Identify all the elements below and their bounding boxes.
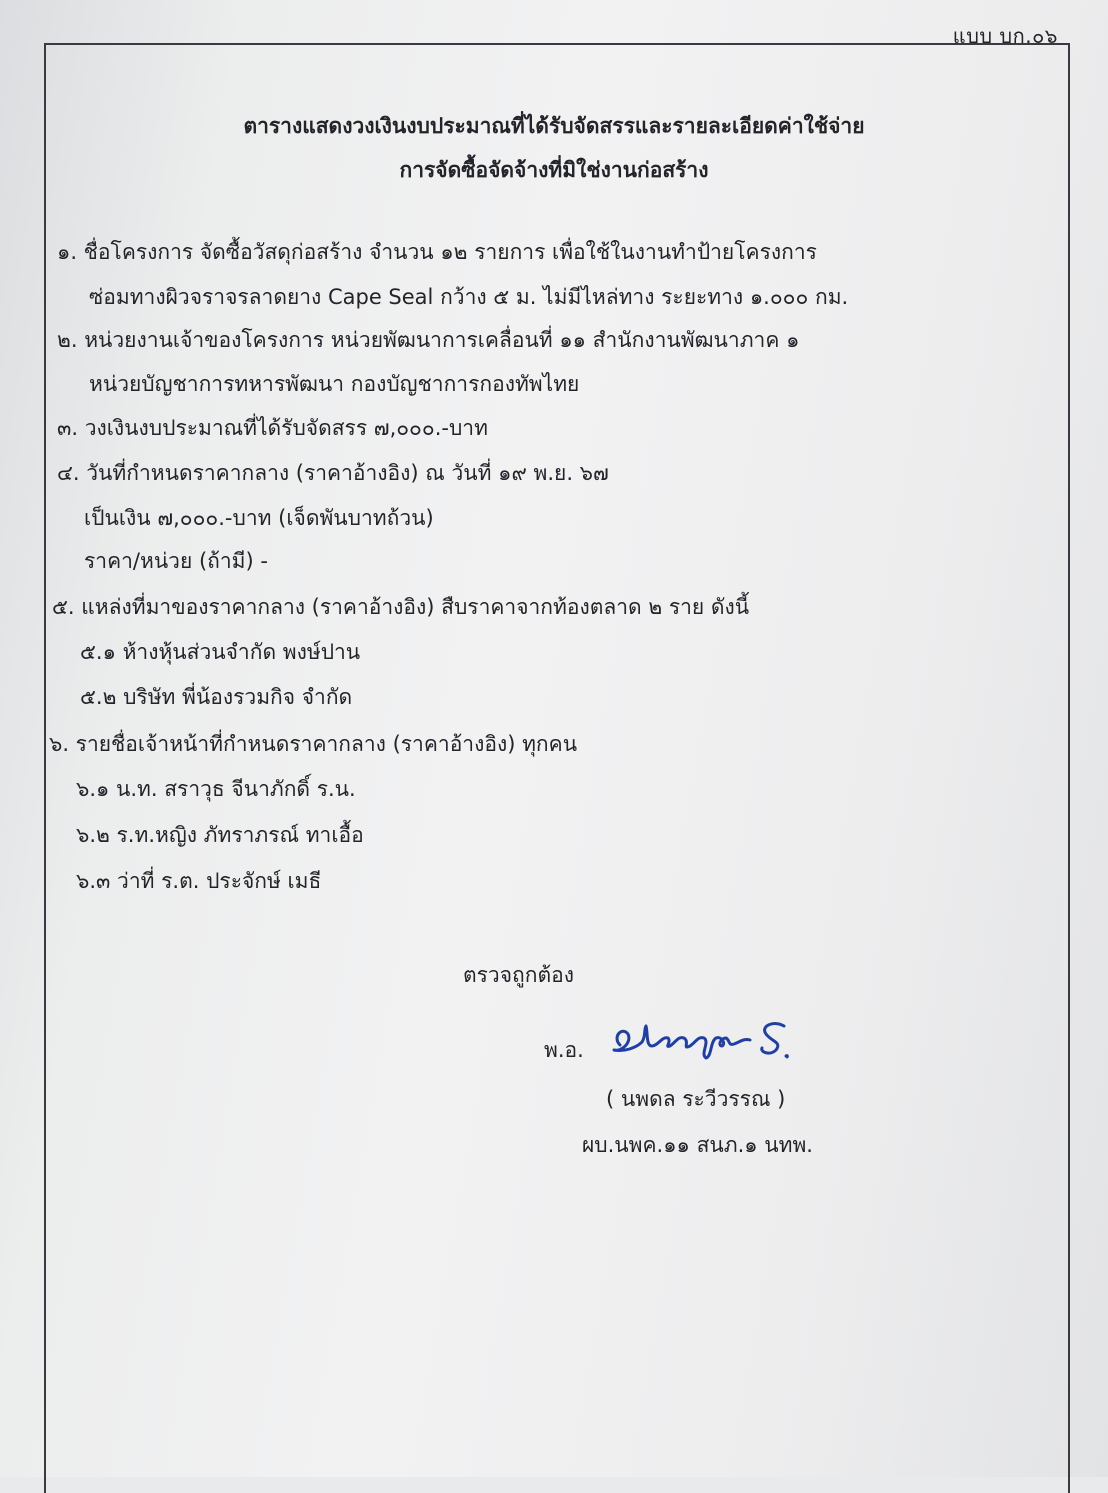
item-3-budget: ๓. วงเงินงบประมาณที่ได้รับจัดสรร ๗,๐๐๐.-บาท xyxy=(57,416,488,440)
document-title-line-2: การจัดซื้อจัดจ้างที่มิใช่งานก่อสร้าง xyxy=(399,158,709,182)
certification-heading: ตรวจถูกต้อง xyxy=(463,963,574,987)
item-5-1-vendor: ๕.๑ ห้างหุ้นส่วนจำกัด พงษ์ปาน xyxy=(80,640,361,664)
item-6-2-official: ๖.๒ ร.ท.หญิง ภัทราภรณ์ ทาเอื้อ xyxy=(76,823,364,847)
item-5-2-vendor: ๕.๒ บริษัท พี่น้องรวมกิจ จำกัด xyxy=(80,685,353,709)
signer-name: ( นพดล ระวีวรรณ ) xyxy=(606,1087,786,1111)
document-title-line-1: ตารางแสดงวงเงินงบประมาณที่ได้รับจัดสรรและรายละเอียดค่าใช้จ่าย xyxy=(243,114,865,138)
item-2-owner-unit: ๒. หน่วยงานเจ้าของโครงการ หน่วยพัฒนาการเคลื่อนที่ ๑๑ สำนักงานพัฒนาภาค ๑ xyxy=(57,328,800,352)
handwritten-signature xyxy=(606,1012,796,1072)
item-4-reference-date: ๔. วันที่กำหนดราคากลาง (ราคาอ้างอิง) ณ วันที่ ๑๙ พ.ย. ๖๗ xyxy=(57,461,609,485)
item-6-1-official: ๖.๑ น.ท. สราวุธ จีนาภักดิ์ ร.น. xyxy=(76,777,356,801)
item-6-3-official: ๖.๓ ว่าที่ ร.ต. ประจักษ์ เมธี xyxy=(76,869,322,893)
item-4-amount: เป็นเงิน ๗,๐๐๐.-บาท (เจ็ดพันบาทถ้วน) xyxy=(84,506,434,530)
item-1-project-name: ๑. ชื่อโครงการ จัดซื้อวัสดุก่อสร้าง จำนวน ๑๒ รายการ เพื่อใช้ในงานทำป้ายโครงการ xyxy=(57,240,817,264)
item-5-price-source: ๕. แหล่งที่มาของราคากลาง (ราคาอ้างอิง) สืบราคาจากท้องตลาด ๒ ราย ดังนี้ xyxy=(52,595,750,619)
item-1-project-detail: ซ่อมทางผิวจราจรลาดยาง Cape Seal กว้าง ๕ ม. ไม่มีไหล่ทาง ระยะทาง ๑.๐๐๐ กม. xyxy=(89,285,849,309)
item-4-unit-price: ราคา/หน่วย (ถ้ามี) - xyxy=(84,549,268,573)
signer-rank: พ.อ. xyxy=(544,1038,584,1062)
signer-position: ผบ.นพค.๑๑ สนภ.๑ นทพ. xyxy=(582,1133,813,1157)
form-code: แบบ บก.๐๖ xyxy=(952,24,1058,48)
item-6-officials: ๖. รายชื่อเจ้าหน้าที่กำหนดราคากลาง (ราคาอ้างอิง) ทุกคน xyxy=(49,732,578,756)
item-2-owner-command: หน่วยบัญชาการทหารพัฒนา กองบัญชาการกองทัพไทย xyxy=(89,372,580,396)
